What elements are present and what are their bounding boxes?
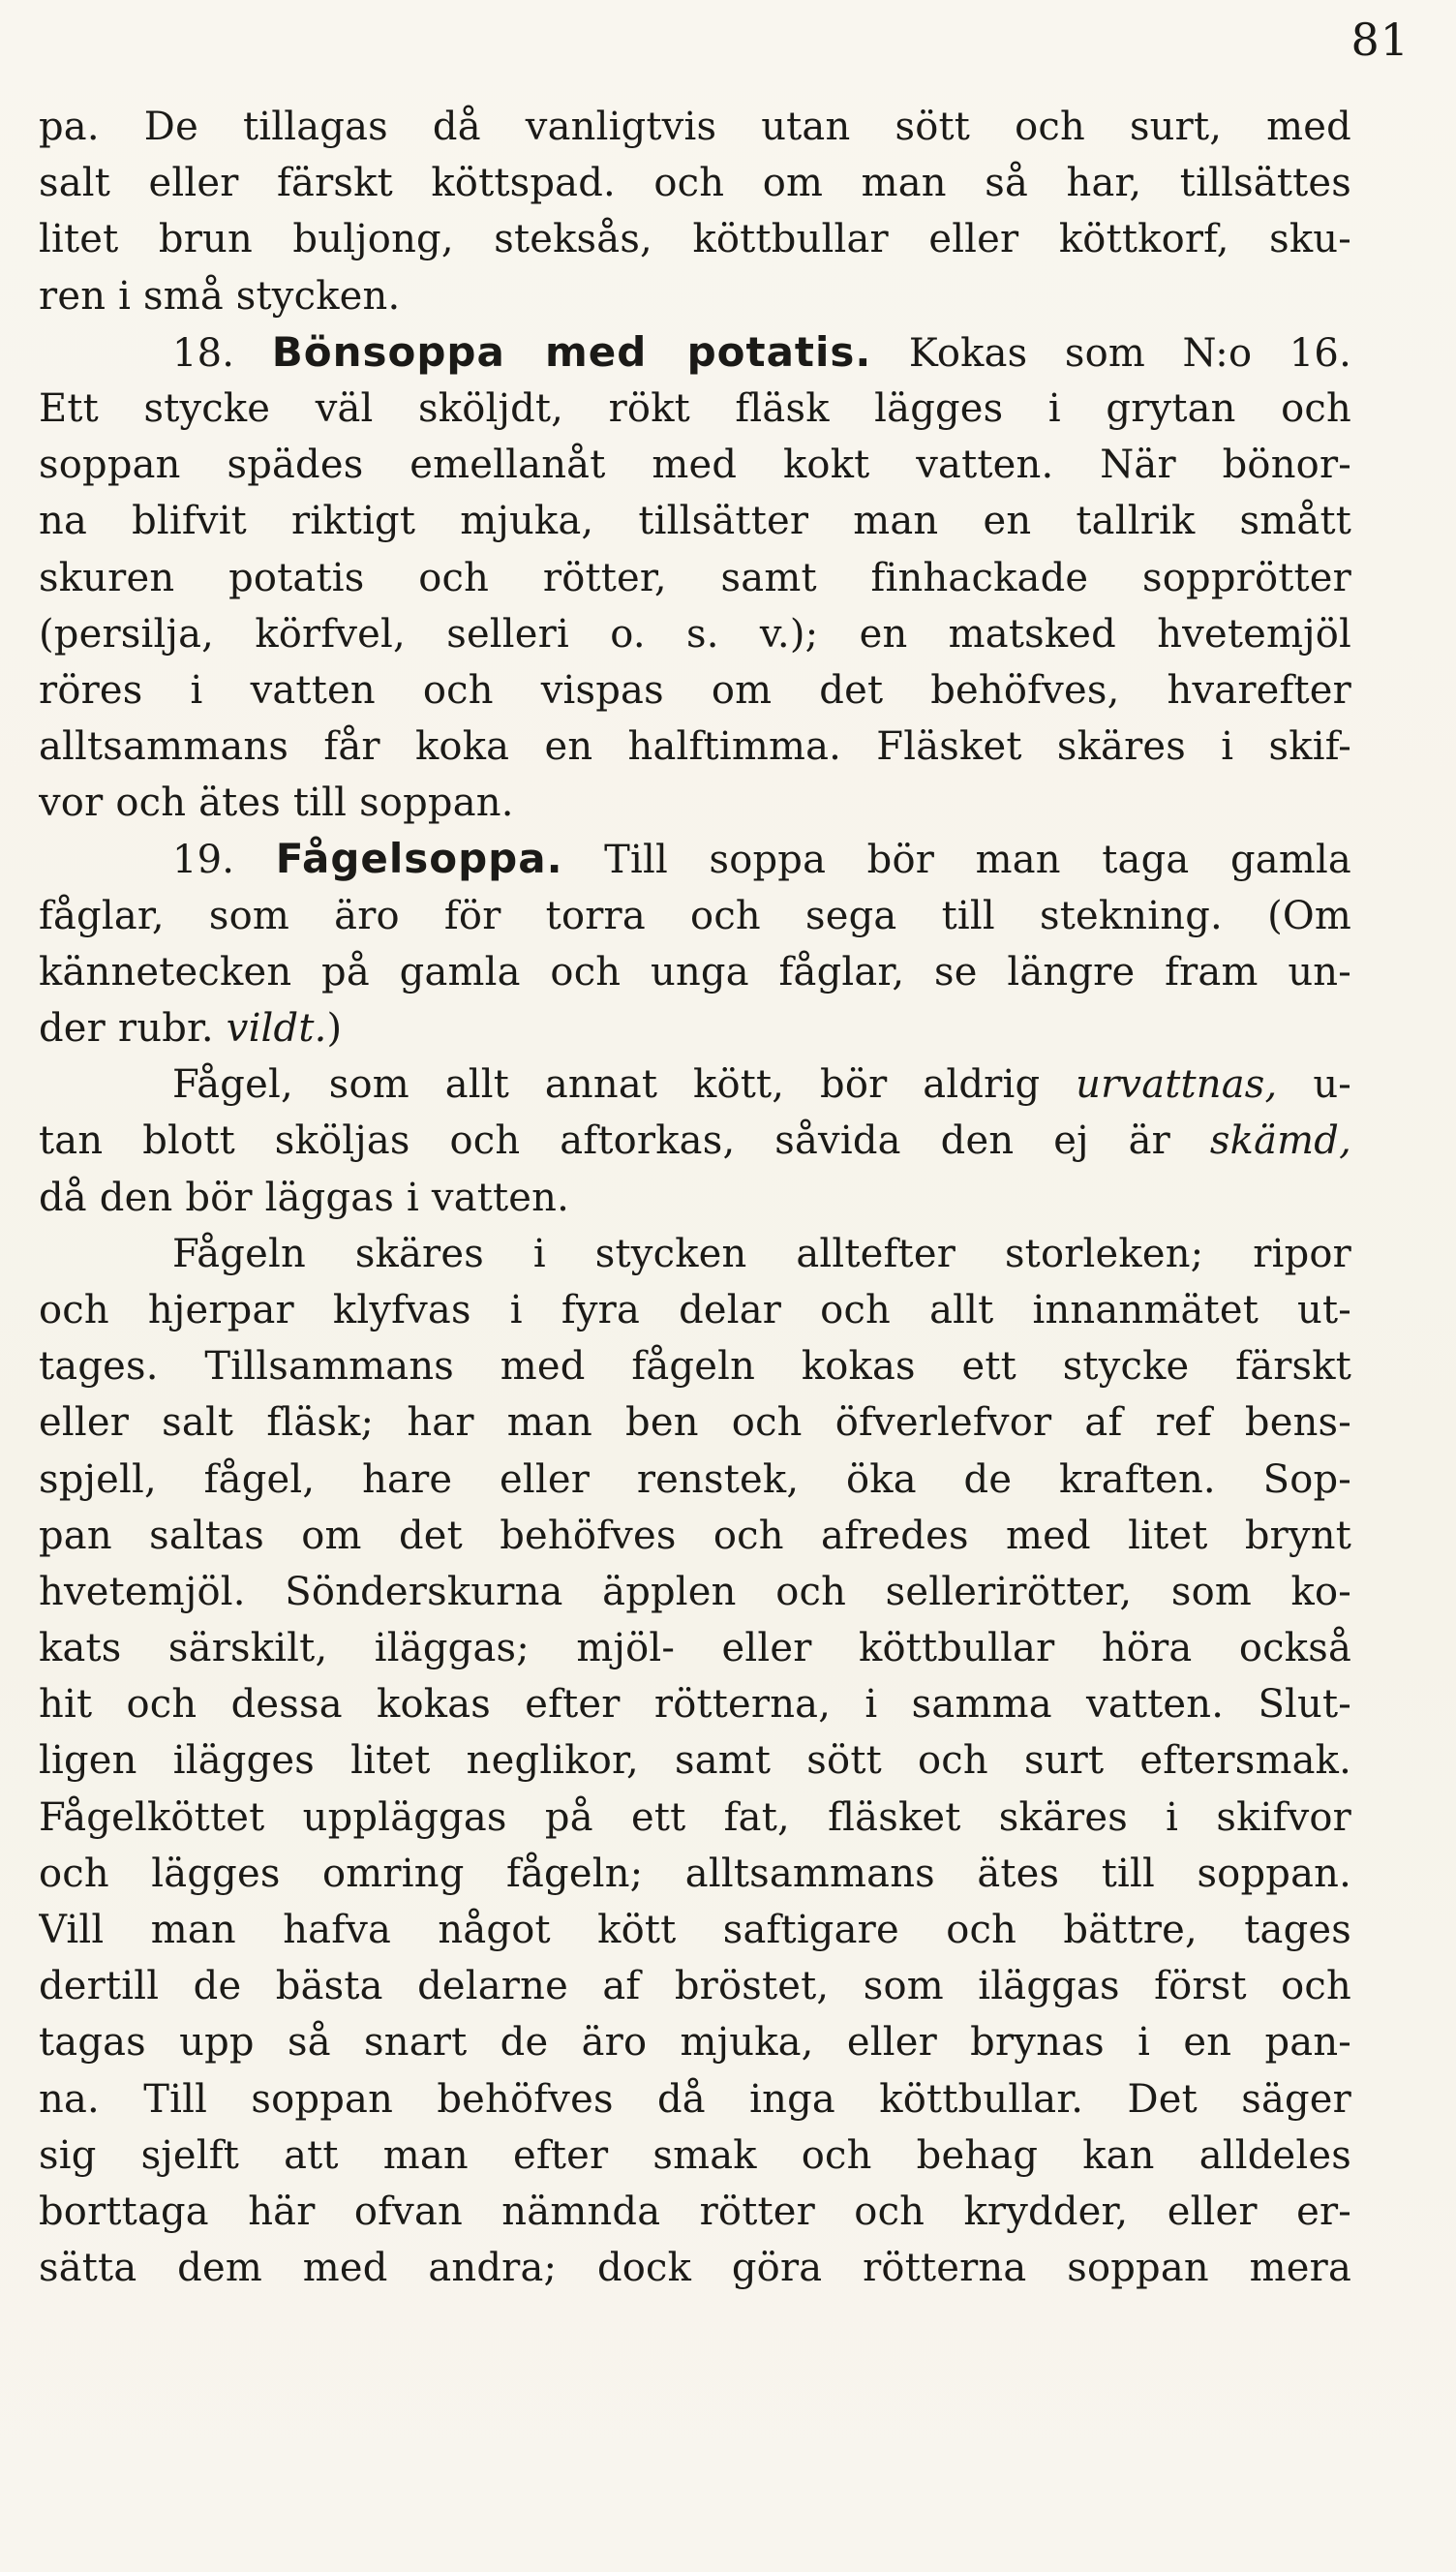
text-line [39, 1056, 1351, 1113]
italic-term: skämd, [1209, 1118, 1351, 1164]
text-line: vor och ätes till soppan. [39, 781, 514, 826]
italic-term: vildt. [226, 1006, 327, 1051]
text-segment: tan blott sköljas och aftorkas, såvida den ej är [39, 1118, 1170, 1164]
text-line: hvetemjöl. Sönderskurna äpplen och sellerirötter, som ko- [39, 1569, 1351, 1614]
text-line: tages. Tillsammans med fågeln kokas ett stycke färskt [39, 1344, 1351, 1390]
recipe-note: Kokas som N:o 16. [908, 330, 1351, 376]
text-line: sätta dem med andra; dock göra rötterna soppan mera [39, 2246, 1351, 2291]
recipe-title: Fågelsoppa. [275, 835, 563, 883]
text-line: dertill de bästa delarne af bröstet, som iläggas först och [39, 1964, 1351, 2009]
recipe-number: 18. [172, 330, 235, 376]
text-line: Ett stycke väl sköljdt, rökt fläsk lägges i grytan och [39, 385, 1351, 431]
text-segment: Fågel, som allt annat kött, bör aldrig [172, 1062, 1041, 1108]
text-segment: der rubr. [39, 1006, 214, 1051]
body-text [39, 99, 1351, 2296]
text-line: pa. De tillagas då vanligtvis utan sött och surt, med [39, 105, 1351, 149]
text-line: då den bör läggas i vatten. [39, 1175, 570, 1220]
text-line: alltsammans får koka en halftimma. Fläsket skäres i skif- [39, 724, 1351, 770]
text-line: eller salt fläsk; har man ben och öfverlefvor af ref bens- [39, 1400, 1351, 1446]
text-line [39, 1113, 1351, 1169]
text-line: na blifvit riktigt mjuka, tillsätter man en tallrik smått [39, 499, 1351, 544]
text-line: ren i små stycken. [39, 273, 401, 319]
text-line: soppan spädes emellanåt med kokt vatten. När bönor- [39, 443, 1351, 488]
text-line: litet brun buljong, steksås, köttbullar eller köttkorf, sku- [39, 217, 1351, 262]
text-line: na. Till soppan behöfves då inga köttbullar. Det säger [39, 2076, 1351, 2122]
text-line: ligen ilägges litet neglikor, samt sött och surt eftersmak. [39, 1738, 1351, 1784]
recipe-number: 19. [172, 838, 235, 883]
recipe-heading-line [39, 324, 1351, 381]
text-segment: ) [326, 1006, 343, 1051]
text-line: kännetecken på gamla och unga fåglar, se längre fram un- [39, 949, 1351, 995]
text-line: Vill man hafva något kött saftigare och bättre, tages [39, 1908, 1351, 1952]
text-line: pan saltas om det behöfves och afredes med litet brynt [39, 1513, 1351, 1558]
text-line: röres i vatten och vispas om det behöfves, hvarefter [39, 667, 1351, 713]
text-line: spjell, fågel, hare eller renstek, öka de kraften. Sop- [39, 1456, 1351, 1502]
text-line: sig sjelft att man efter smak och behag kan alldeles [39, 2132, 1351, 2178]
text-line: och lägges omring fågeln; alltsammans ätes till soppan. [39, 1851, 1351, 1896]
text-line: Fågeln skäres i stycken alltefter storleken; ripor [172, 1231, 1351, 1276]
text-line: och hjerpar klyfvas i fyra delar och allt innanmätet ut- [39, 1287, 1351, 1332]
text-line [39, 1000, 1351, 1056]
text-line: borttaga här ofvan nämnda rötter och krydder, eller er- [39, 2189, 1351, 2234]
text-line: (persilja, körfvel, selleri o. s. v.); en matsked hvetemjöl [39, 611, 1351, 657]
text-line: fåglar, som äro för torra och sega till stekning. (Om [39, 893, 1351, 938]
page-number: 81 [1350, 14, 1410, 66]
recipe-title: Bönsoppa med potatis. [271, 327, 872, 376]
italic-term: urvattnas, [1076, 1062, 1278, 1108]
recipe-heading-line [39, 831, 1351, 887]
recipe-note: Till soppa bör man taga gamla [604, 838, 1351, 883]
text-segment: u- [1313, 1062, 1351, 1108]
text-line: tagas upp så snart de äro mjuka, eller brynas i en pan- [39, 2020, 1351, 2066]
text-line: salt eller färskt köttspad. och om man så har, tillsättes [39, 161, 1351, 206]
text-line: hit och dessa kokas efter rötterna, i samma vatten. Slut- [39, 1682, 1351, 1728]
text-line: skuren potatis och rötter, samt finhackade sopprötter [39, 555, 1351, 600]
text-line: Fågelköttet uppläggas på ett fat, fläsket skäres i skifvor [39, 1794, 1351, 1840]
text-line: kats särskilt, iläggas; mjöl- eller köttbullar höra också [39, 1626, 1351, 1671]
